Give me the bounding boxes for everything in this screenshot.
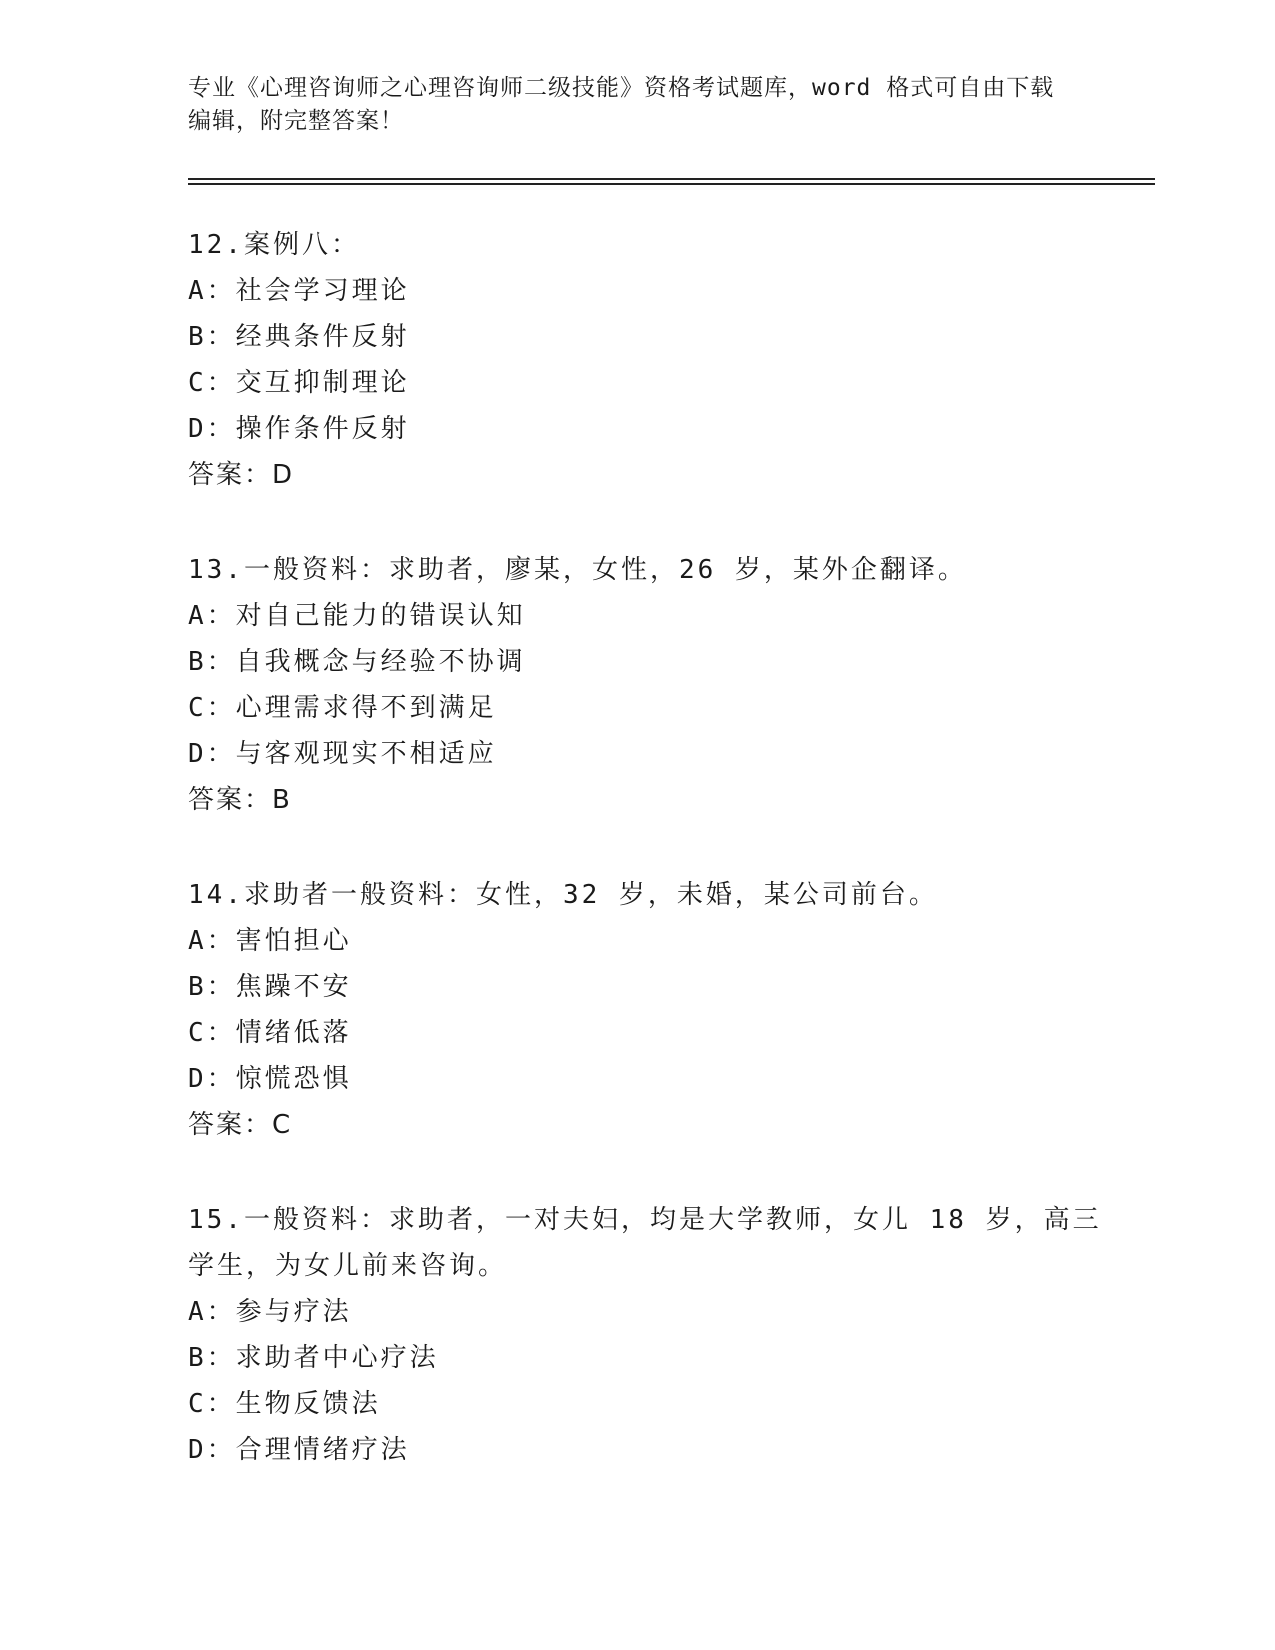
option-c: C：生物反馈法 <box>188 1389 381 1419</box>
question-stem: 14.求助者一般资料：女性，32 岁，未婚，某公司前台。 <box>188 880 938 910</box>
header-line-2: 编辑，附完整答案！ <box>188 108 404 134</box>
header-line-1: 专业《心理咨询师之心理咨询师二级技能》资格考试题库，word 格式可自由下载 <box>188 75 1055 101</box>
option-c: C：情绪低落 <box>188 1018 352 1048</box>
option-a: A：社会学习理论 <box>188 276 410 306</box>
question-stem: 15.一般资料：求助者，一对夫妇，均是大学教师，女儿 18 岁，高三 <box>188 1205 1102 1235</box>
option-a: A：对自己能力的错误认知 <box>188 601 526 631</box>
option-a: A：参与疗法 <box>188 1297 352 1327</box>
question-stem-continued: 学生，为女儿前来咨询。 <box>188 1251 508 1281</box>
option-b: B：焦躁不安 <box>188 972 352 1002</box>
header-divider-bottom <box>188 183 1155 185</box>
answer-line: 答案：C <box>188 1110 293 1140</box>
question-12 <box>188 222 1088 498</box>
option-d: D：惊慌恐惧 <box>188 1064 352 1094</box>
question-stem: 12.案例八： <box>188 230 360 260</box>
option-d: D：操作条件反射 <box>188 414 410 444</box>
document-header <box>188 72 1088 138</box>
answer-line: 答案：D <box>188 460 295 490</box>
question-stem: 13.一般资料：求助者，廖某，女性，26 岁，某外企翻译。 <box>188 555 967 585</box>
option-a: A：害怕担心 <box>188 926 352 956</box>
question-15 <box>188 1197 1102 1473</box>
option-c: C：心理需求得不到满足 <box>188 693 497 723</box>
header-divider-top <box>188 178 1155 180</box>
option-c: C：交互抑制理论 <box>188 368 410 398</box>
answer-line: 答案：B <box>188 785 292 815</box>
option-b: B：经典条件反射 <box>188 322 410 352</box>
option-b: B：自我概念与经验不协调 <box>188 647 526 677</box>
option-b: B：求助者中心疗法 <box>188 1343 439 1373</box>
question-14 <box>188 872 1088 1148</box>
option-d: D：与客观现实不相适应 <box>188 739 497 769</box>
option-d: D：合理情绪疗法 <box>188 1435 410 1465</box>
question-13 <box>188 547 1088 823</box>
